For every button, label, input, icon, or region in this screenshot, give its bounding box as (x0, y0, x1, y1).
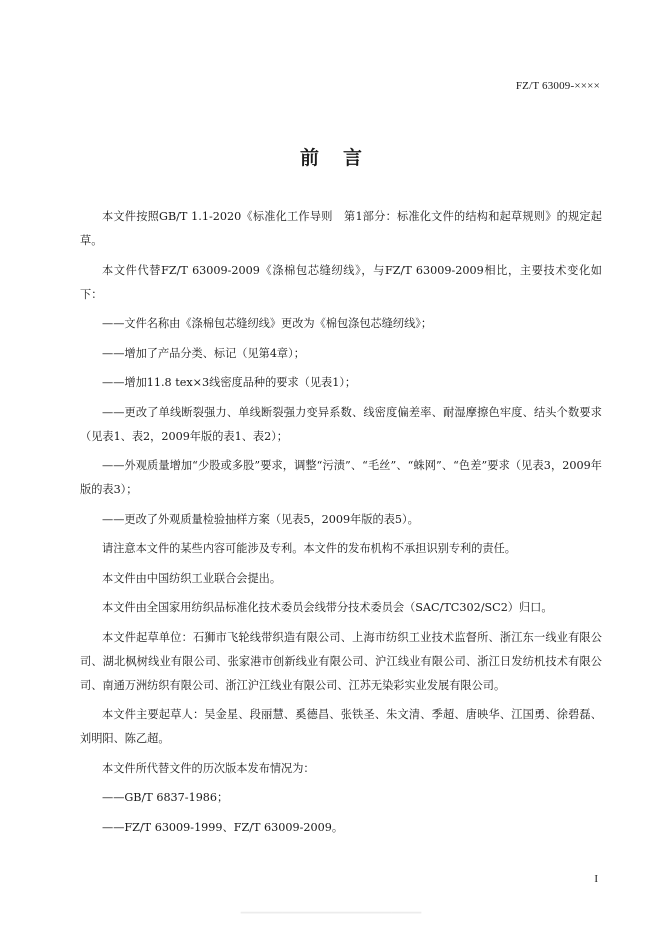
history-item-gbt: ——GB/T 6837-1986； (102, 791, 229, 804)
change-item-name: ——文件名称由《涤棉包芯缝纫线》更改为《棉包涤包芯缝纫线》； (102, 317, 433, 330)
paragraph-committee: 本文件由全国家用纺织品标准化技术委员会线带分技术委员会（SAC/TC302/SC2）归口。 (102, 601, 553, 614)
change-item-appearance: ——外观质量增加“少股或多股”要求，调整“污渍”、“毛丝”、“蛛网”、“色差”要求（见表3，2009年版的表3）； (80, 459, 602, 496)
paragraph-replacement: 本文件代替FZ/T 63009-2009《涤棉包芯缝纫线》，与FZ/T 63009-2009相比，主要技术变化如下： (80, 263, 602, 301)
change-item-sampling: ——更改了外观质量检验抽样方案（见表5，2009年版的表5）。 (102, 512, 419, 526)
change-item-classification: ——增加了产品分类、标记（见第4章）； (102, 346, 305, 360)
document-code: FZ/T 63009-×××× (515, 80, 600, 92)
history-item-fzt: ——FZ/T 63009-1999、FZ/T 63009-2009。 (102, 820, 344, 834)
paragraph-history: 本文件所代替文件的历次版本发布情况为： (102, 761, 315, 775)
change-item-density: ——增加11.8 tex×3线密度品种的要求（见表1）； (102, 376, 357, 389)
paragraph-drafting-units: 本文件起草单位：石狮市飞轮线带织造有限公司、上海市纺织工业技术监督所、浙江东一线业有限公司、湖北枫树线业有限公司、张家港市创新线业有限公司、沪江线业有限公司、浙江日发纺机技术有限公司、南通万洲纺织有限公司、浙江沪江线业有限公司、江苏无染彩实业发展有限公司。 (80, 630, 602, 692)
page-title: 前言 (299, 147, 386, 169)
preface-body (80, 205, 602, 845)
paragraph-drafting-rules: 本文件按照GB/T 1.1-2020《标准化工作导则 第1部分：标准化文件的结构和起草规则》的规定起草。 (80, 210, 602, 247)
paragraph-patent: 请注意本文件的某些内容可能涉及专利。本文件的发布机构不承担识别专利的责任。 (102, 542, 516, 555)
change-item-strength: ——更改了单线断裂强力、单线断裂强力变异系数、线密度偏差率、耐湿摩擦色牢度、结头个数要求（见表1、表2，2009年版的表1、表2）； (80, 405, 602, 443)
watermark: ━━━━━━━━━━━━━━━━━━━━━━━━━━━━━━ (240, 908, 422, 919)
paragraph-proposer: 本文件由中国纺织工业联合会提出。 (102, 571, 282, 585)
page-number: I (594, 873, 598, 885)
paragraph-drafters: 本文件主要起草人：吴金星、段丽慧、奚德昌、张铁圣、朱文清、季超、唐映华、江国勇、徐碧磊、刘明阳、陈乙超。 (80, 708, 602, 745)
